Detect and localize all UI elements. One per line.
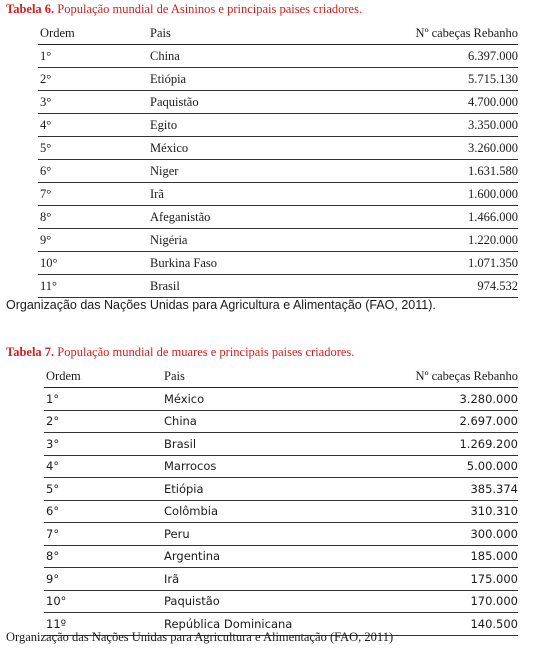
table7-caption-label: Tabela 7. (6, 345, 55, 359)
rank-cell: 7° (38, 183, 150, 206)
table6-caption-text: População mundial de Asininos e principais paises criadores. (54, 2, 363, 16)
table7-header-pais: Pais (164, 365, 384, 388)
table7 (44, 365, 518, 636)
rank-cell: 10° (38, 252, 150, 275)
country-cell: Paquistão (150, 91, 350, 114)
rank-cell: 2° (44, 410, 164, 433)
table7-header-rebanho: Nº cabeças Rebanho (384, 365, 518, 388)
count-cell: 385.374 (384, 478, 518, 501)
rank-cell: 6° (38, 160, 150, 183)
count-cell: 3.280.000 (384, 388, 518, 411)
table-row (44, 433, 518, 456)
table-row (38, 137, 518, 160)
count-cell: 3.260.000 (350, 137, 518, 160)
count-cell: 4.700.000 (350, 91, 518, 114)
table6-header-ordem: Ordem (38, 22, 150, 45)
rank-cell: 9° (38, 229, 150, 252)
country-cell: México (164, 388, 384, 411)
rank-cell: 1° (44, 388, 164, 411)
table7-source: Organização das Nações Unidas para Agricultura e Alimentação (FAO, 2011) (6, 630, 394, 644)
table-row (38, 275, 518, 298)
country-cell: China (164, 410, 384, 433)
rank-cell: 4° (38, 114, 150, 137)
rank-cell: 4° (44, 455, 164, 478)
table-row (44, 545, 518, 568)
table-row (44, 388, 518, 411)
rank-cell: 2° (38, 68, 150, 91)
table6-caption-label: Tabela 6. (6, 2, 55, 16)
count-cell: 300.000 (384, 523, 518, 546)
table7-header-ordem: Ordem (44, 365, 164, 388)
count-cell: 5.00.000 (384, 455, 518, 478)
count-cell: 2.697.000 (384, 410, 518, 433)
rank-cell: 3° (44, 433, 164, 456)
country-cell: Etiópia (164, 478, 384, 501)
table-row (38, 45, 518, 68)
table-row (44, 410, 518, 433)
count-cell: 1.466.000 (350, 206, 518, 229)
rank-cell: 5° (44, 478, 164, 501)
country-cell: Afeganistão (150, 206, 350, 229)
count-cell: 5.715.130 (350, 68, 518, 91)
country-cell: Argentina (164, 545, 384, 568)
table6-header-row (38, 22, 518, 45)
rank-cell: 7° (44, 523, 164, 546)
table7-header-row (44, 365, 518, 388)
table-row (38, 206, 518, 229)
country-cell: México (150, 137, 350, 160)
country-cell: Etiópia (150, 68, 350, 91)
table-row (44, 590, 518, 613)
country-cell: China (150, 45, 350, 68)
rank-cell: 8° (38, 206, 150, 229)
count-cell: 974.532 (350, 275, 518, 298)
table-row (44, 500, 518, 523)
country-cell: Egito (150, 114, 350, 137)
table6-header-pais: Pais (150, 22, 350, 45)
rank-cell: 11º (44, 613, 164, 636)
country-cell: Irã (164, 568, 384, 591)
country-cell: Irã (150, 183, 350, 206)
table7-caption (6, 345, 354, 360)
country-cell: Colômbia (164, 500, 384, 523)
country-cell: Peru (164, 523, 384, 546)
table6-caption (6, 2, 362, 17)
count-cell: 175.000 (384, 568, 518, 591)
country-cell: Burkina Faso (150, 252, 350, 275)
table-row (44, 523, 518, 546)
count-cell: 170.000 (384, 590, 518, 613)
table-row (38, 68, 518, 91)
rank-cell: 6° (44, 500, 164, 523)
country-cell: Brasil (164, 433, 384, 456)
table6-header-rebanho: Nº cabeças Rebanho (350, 22, 518, 45)
rank-cell: 3° (38, 91, 150, 114)
table-row (38, 160, 518, 183)
count-cell: 1.631.580 (350, 160, 518, 183)
count-cell: 3.350.000 (350, 114, 518, 137)
count-cell: 185.000 (384, 545, 518, 568)
rank-cell: 8° (44, 545, 164, 568)
rank-cell: 10° (44, 590, 164, 613)
count-cell: 1.269.200 (384, 433, 518, 456)
country-cell: República Dominicana (164, 613, 384, 636)
country-cell: Niger (150, 160, 350, 183)
table-row (38, 183, 518, 206)
rank-cell: 5° (38, 137, 150, 160)
count-cell: 1.600.000 (350, 183, 518, 206)
count-cell: 1.220.000 (350, 229, 518, 252)
country-cell: Brasil (150, 275, 350, 298)
count-cell: 1.071.350 (350, 252, 518, 275)
count-cell: 310.310 (384, 500, 518, 523)
table-row (38, 229, 518, 252)
count-cell: 6.397.000 (350, 45, 518, 68)
table7-caption-text: População mundial de muares e principais paises criadores. (54, 345, 355, 359)
table-row (44, 568, 518, 591)
table-row (38, 91, 518, 114)
rank-cell: 11° (38, 275, 150, 298)
country-cell: Marrocos (164, 455, 384, 478)
rank-cell: 9° (44, 568, 164, 591)
table-row (38, 114, 518, 137)
count-cell: 140.500 (384, 613, 518, 636)
table-row (44, 455, 518, 478)
rank-cell: 1° (38, 45, 150, 68)
table-row (44, 478, 518, 501)
table-row (38, 252, 518, 275)
country-cell: Nigéria (150, 229, 350, 252)
country-cell: Paquistão (164, 590, 384, 613)
table6-source: Organização das Nações Unidas para Agricultura e Alimentação (FAO, 2011). (6, 298, 436, 312)
table6 (38, 22, 518, 298)
